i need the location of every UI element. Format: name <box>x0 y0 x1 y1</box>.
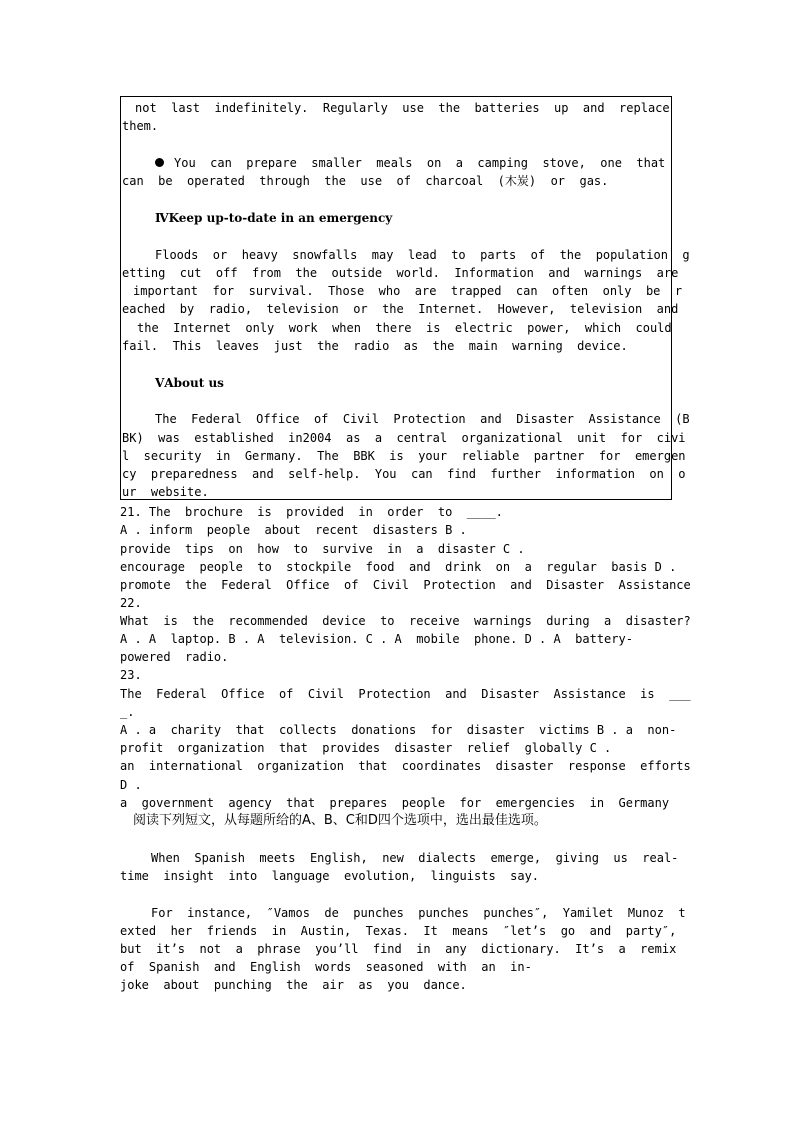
box-para3-line1: Floods or heavy snowfalls may lead to parts of the population g <box>155 248 690 262</box>
q22-options-cont: powered radio. <box>120 650 229 664</box>
section-heading-5: ⅤAbout us <box>155 376 224 390</box>
q23-option-d-label: D . <box>120 778 142 792</box>
box-para3-line3: important for survival. Those who are trapped can often only be r <box>133 284 683 298</box>
box-para4-line4: cy preparedness and self-help. You can find further information on o <box>122 467 686 481</box>
question-23-blank: _. <box>120 705 135 719</box>
bullet-icon <box>155 158 164 167</box>
question-22-number: 22. <box>120 596 142 610</box>
q21-option-b: provide tips on how to survive in a disaster C . <box>120 542 525 556</box>
passage-para2-line4: of Spanish and English words seasoned with an in- <box>120 960 532 974</box>
passage-para1-line2: time insight into language evolution, linguists say. <box>120 869 540 883</box>
box-para1-line1: not last indefinitely. Regularly use the batteries up and replace <box>135 101 670 115</box>
passage-para2-line1: For instance, ″Vamos de punches punches punches″, Yamilet Munoz t <box>151 906 686 920</box>
question-23-number: 23. <box>120 668 142 682</box>
q23-option-a-b: A . a charity that collects donations for disaster victims B . a non- <box>120 723 677 737</box>
passage-para1-line1: When Spanish meets English, new dialects emerge, giving us real- <box>151 851 679 865</box>
passage-para2-line5: joke about punching the air as you dance. <box>120 978 467 992</box>
box-para2-line1 <box>155 154 665 172</box>
q21-option-d: promote the Federal Office of Civil Protection and Disaster Assistance <box>120 578 691 592</box>
bullet-text: You can prepare smaller meals on a camping stove, one that <box>174 156 666 170</box>
box-para3-line6: fail. This leaves just the radio as the main warning device. <box>122 339 628 353</box>
box-para1-line2: them. <box>122 119 159 133</box>
q21-option-c: encourage people to stockpile food and drink on a regular basis D . <box>120 560 677 574</box>
q22-options: A . A laptop. B . A television. C . A mobile phone. D . A battery- <box>120 632 633 646</box>
q23-option-c: an international organization that coordinates disaster response efforts <box>120 759 691 773</box>
passage-para2-line2: exted her friends in Austin, Texas. It means ″let’s go and party″, <box>120 924 677 938</box>
box-para3-line5: the Internet only work when there is electric power, which could <box>137 321 672 335</box>
box-para4-line1: The Federal Office of Civil Protection and Disaster Assistance (B <box>155 412 690 426</box>
q23-option-d: a government agency that prepares people for emergencies in Germany <box>120 796 670 810</box>
box-para3-line4: eached by radio, television or the Internet. However, television and <box>122 302 679 316</box>
box-para4-line3: l security in Germany. The BBK is your reliable partner for emergen <box>122 449 686 463</box>
box-para3-line2: etting cut off from the outside world. Information and warnings are <box>122 266 679 280</box>
q23-option-b-cont: profit organization that provides disaster relief globally C . <box>120 741 612 755</box>
passage-para2-line3: but it’s not a phrase you’ll find in any dictionary. It’s a remix <box>120 942 677 956</box>
box-para4-line2: BK) was established in2004 as a central organizational unit for civi <box>122 431 686 445</box>
box-para2-line2: can be operated through the use of charcoal (木炭) or gas. <box>122 174 609 188</box>
question-23: The Federal Office of Civil Protection and Disaster Assistance is ___ <box>120 687 691 701</box>
question-21: 21. The brochure is provided in order to ____. <box>120 505 503 519</box>
q21-option-a: A . inform people about recent disasters B . <box>120 523 467 537</box>
box-para4-line5: ur website. <box>122 485 209 499</box>
section-instruction: 阅读下列短文，从每题所给的A、B、C和D四个选项中，选出最佳选项。 <box>133 813 547 828</box>
section-heading-4: ⅣKeep up-to-date in an emergency <box>155 211 393 225</box>
question-22: What is the recommended device to receive warnings during a disaster? <box>120 614 691 628</box>
